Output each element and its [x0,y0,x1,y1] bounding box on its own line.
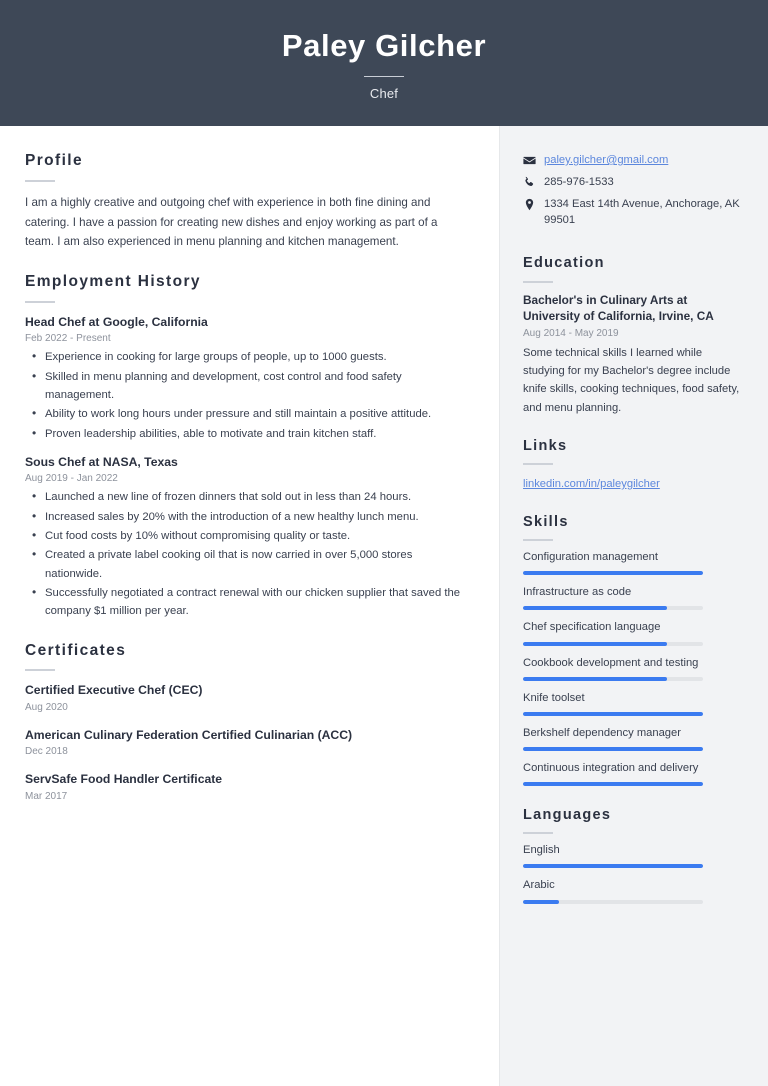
contact-row-email [523,152,742,169]
certificates-heading-rule [25,669,55,671]
certificate-date: Dec 2018 [25,746,68,758]
skill-item [523,656,742,681]
resume-header [0,0,768,126]
skill-bar-fill [523,571,703,575]
skill-bar-track [523,747,703,751]
location-pin-icon [523,196,539,211]
contact-row-phone [523,174,742,191]
job-entry [25,314,463,443]
skill-label: Knife toolset [523,691,585,704]
links-heading: Links [523,437,568,454]
certificate-title: Certified Executive Chef (CEC) [25,683,203,698]
language-label: English [523,844,560,857]
job-bullet: • Proven leadership abilities, able to motivate and train kitchen staff. [45,425,463,443]
job-bullet: • Cut food costs by 10% without compromising quality or taste. [45,527,463,545]
education-description: Some technical skills I learned while studying for my Bachelor's degree include knife skills, cooking techniques, food safety, and menu planning. [523,347,740,414]
contact-email[interactable]: paley.gilcher@gmail.com [544,154,669,166]
main-column [0,126,499,1086]
language-item [523,878,742,903]
profile-section [25,152,463,252]
language-bar-track [523,900,703,904]
skills-heading: Skills [523,513,569,530]
envelope-icon [523,152,539,167]
skill-bar-track [523,712,703,716]
skill-bar-track [523,677,703,681]
contact-phone: 285-976-1533 [544,175,614,188]
job-bullet: • Increased sales by 20% with the introduction of a new healthy lunch menu. [45,508,463,526]
job-bullet: • Ability to work long hours under pressure and still maintain a positive attitude. [45,405,463,423]
certificate-entry [25,682,463,714]
job-bullets [25,488,463,620]
skill-bar-track [523,571,703,575]
education-title: Bachelor's in Culinary Arts at University of California, Irvine, CA [523,292,714,324]
job-title: Head Chef at Google, California [25,315,208,329]
skill-item [523,585,742,610]
skill-bar-fill [523,712,703,716]
skill-label: Cookbook development and testing [523,656,699,669]
certificates-heading: Certificates [25,641,127,659]
profile-text: I am a highly creative and outgoing chef with experience in both fine dining and catering. I have a passion for creating new dishes and enjoy working as part of a team. I am also experienced in menu planning and kitchen management. [25,195,438,249]
languages-section [523,807,742,904]
employment-section [25,273,463,620]
link-linkedin[interactable]: linkedin.com/in/paleygilcher [523,478,660,491]
links-heading-rule [523,463,553,465]
certificate-entry [25,771,463,803]
header-divider [364,76,404,77]
certificate-title: ServSafe Food Handler Certificate [25,772,223,787]
certificate-title: American Culinary Federation Certified Culinarian (ACC) [25,727,353,742]
language-bar-track [523,864,703,868]
job-bullet: • Experience in cooking for large groups of people, up to 1000 guests. [45,348,463,366]
candidate-job-title: Chef [369,85,399,101]
job-entry [25,454,463,621]
skill-label: Configuration management [523,551,658,564]
employment-heading-rule [25,301,55,303]
links-section [523,438,742,493]
education-section [523,255,742,416]
skill-item [523,691,742,716]
skills-section [523,514,742,786]
languages-heading-rule [523,832,553,834]
certificate-date: Mar 2017 [25,790,68,802]
language-label: Arabic [523,879,555,892]
education-heading: Education [523,255,605,272]
job-bullet: • Created a private label cooking oil that is now carried in over 5,000 stores nationwide. [45,546,463,583]
job-title: Sous Chef at NASA, Texas [25,454,178,469]
job-bullet: • Successfully negotiated a contract renewal with our chicken supplier that saved the company $1 million per year. [45,584,463,621]
skill-item [523,761,742,786]
job-bullets [25,348,463,442]
profile-heading-rule [25,180,55,182]
languages-heading: Languages [523,806,612,823]
skill-bar-fill [523,642,667,646]
skill-label: Infrastructure as code [523,586,632,599]
certificates-section [25,642,463,804]
profile-heading: Profile [25,152,84,169]
skill-bar-fill [523,782,703,786]
skill-label: Chef specification language [523,621,661,634]
language-item [523,843,742,868]
skills-heading-rule [523,539,553,541]
skill-bar-track [523,606,703,610]
employment-heading: Employment History [25,273,201,291]
sidebar-column [499,126,768,1086]
language-bar-fill [523,864,703,868]
job-bullet: • Launched a new line of frozen dinners that sold out in less than 24 hours. [45,488,463,506]
skill-label: Berkshelf dependency manager [523,726,681,739]
job-bullet: • Skilled in menu planning and development, cost control and food safety management. [45,368,463,405]
skill-label: Continuous integration and delivery [523,761,699,774]
skill-bar-fill [523,606,667,610]
language-bar-fill [523,900,559,904]
skill-bar-fill [523,677,667,681]
contact-address: 1334 East 14th Avenue, Anchorage, AK 99501 [544,197,740,227]
candidate-name: Paley Gilcher [281,28,487,64]
skill-item [523,726,742,751]
skill-bar-fill [523,747,703,751]
contact-row-address [523,196,742,230]
certificate-entry [25,727,463,759]
skill-bar-track [523,642,703,646]
contact-details [523,152,742,229]
job-date: Feb 2022 - Present [25,333,111,345]
skill-item [523,620,742,645]
education-heading-rule [523,281,553,283]
skill-item [523,550,742,575]
resume-body [0,126,768,1086]
phone-icon [523,174,539,189]
job-date: Aug 2019 - Jan 2022 [25,473,118,485]
education-date: Aug 2014 - May 2019 [523,328,619,340]
skill-bar-track [523,782,703,786]
certificate-date: Aug 2020 [25,701,68,713]
